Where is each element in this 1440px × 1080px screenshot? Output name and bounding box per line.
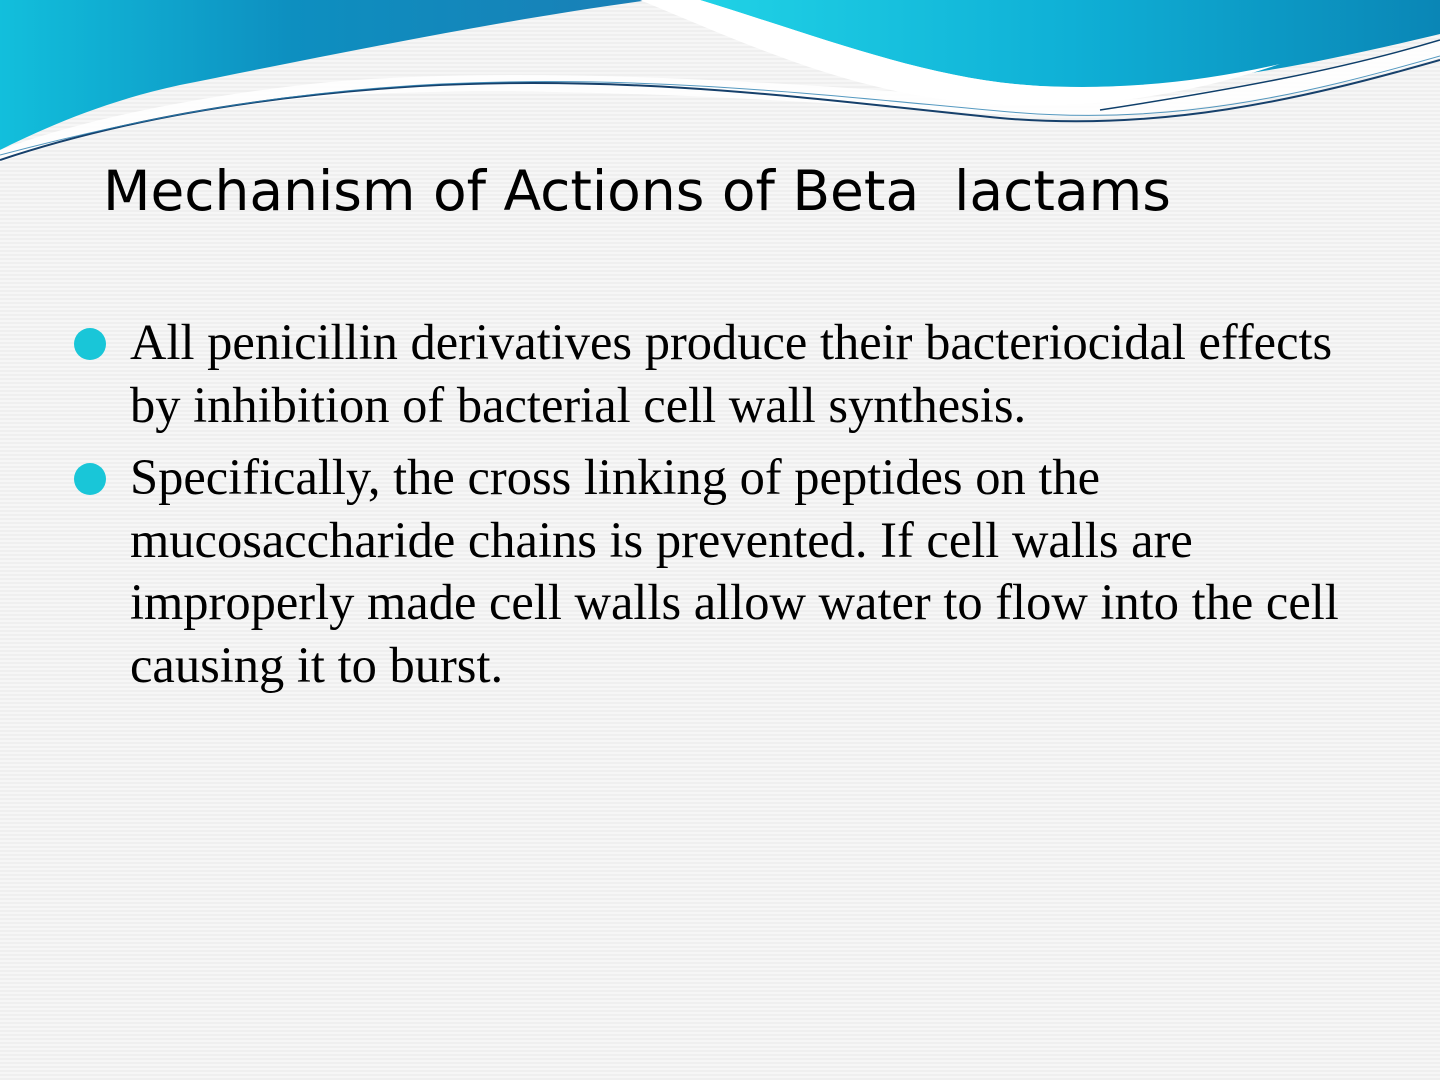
bullet-dot-icon [74, 328, 106, 360]
slide-title: Mechanism of Actions of Beta lactams [103, 159, 1171, 223]
bullet-list [74, 311, 1354, 706]
bullet-item [74, 311, 1354, 436]
bullet-text: All penicillin derivatives produce their bacteriocidal effects by inhibition of bacterial cell wall synthesis. [130, 314, 1333, 433]
bullet-text: Specifically, the cross linking of peptides on the mucosaccharide chains is prevented. If cell walls are improperly made cell walls allow water to flow into the cell causing it to burst. [130, 449, 1339, 693]
header-wave-decoration [0, 0, 1440, 170]
bullet-item [74, 446, 1354, 696]
bullet-dot-icon [74, 463, 106, 495]
